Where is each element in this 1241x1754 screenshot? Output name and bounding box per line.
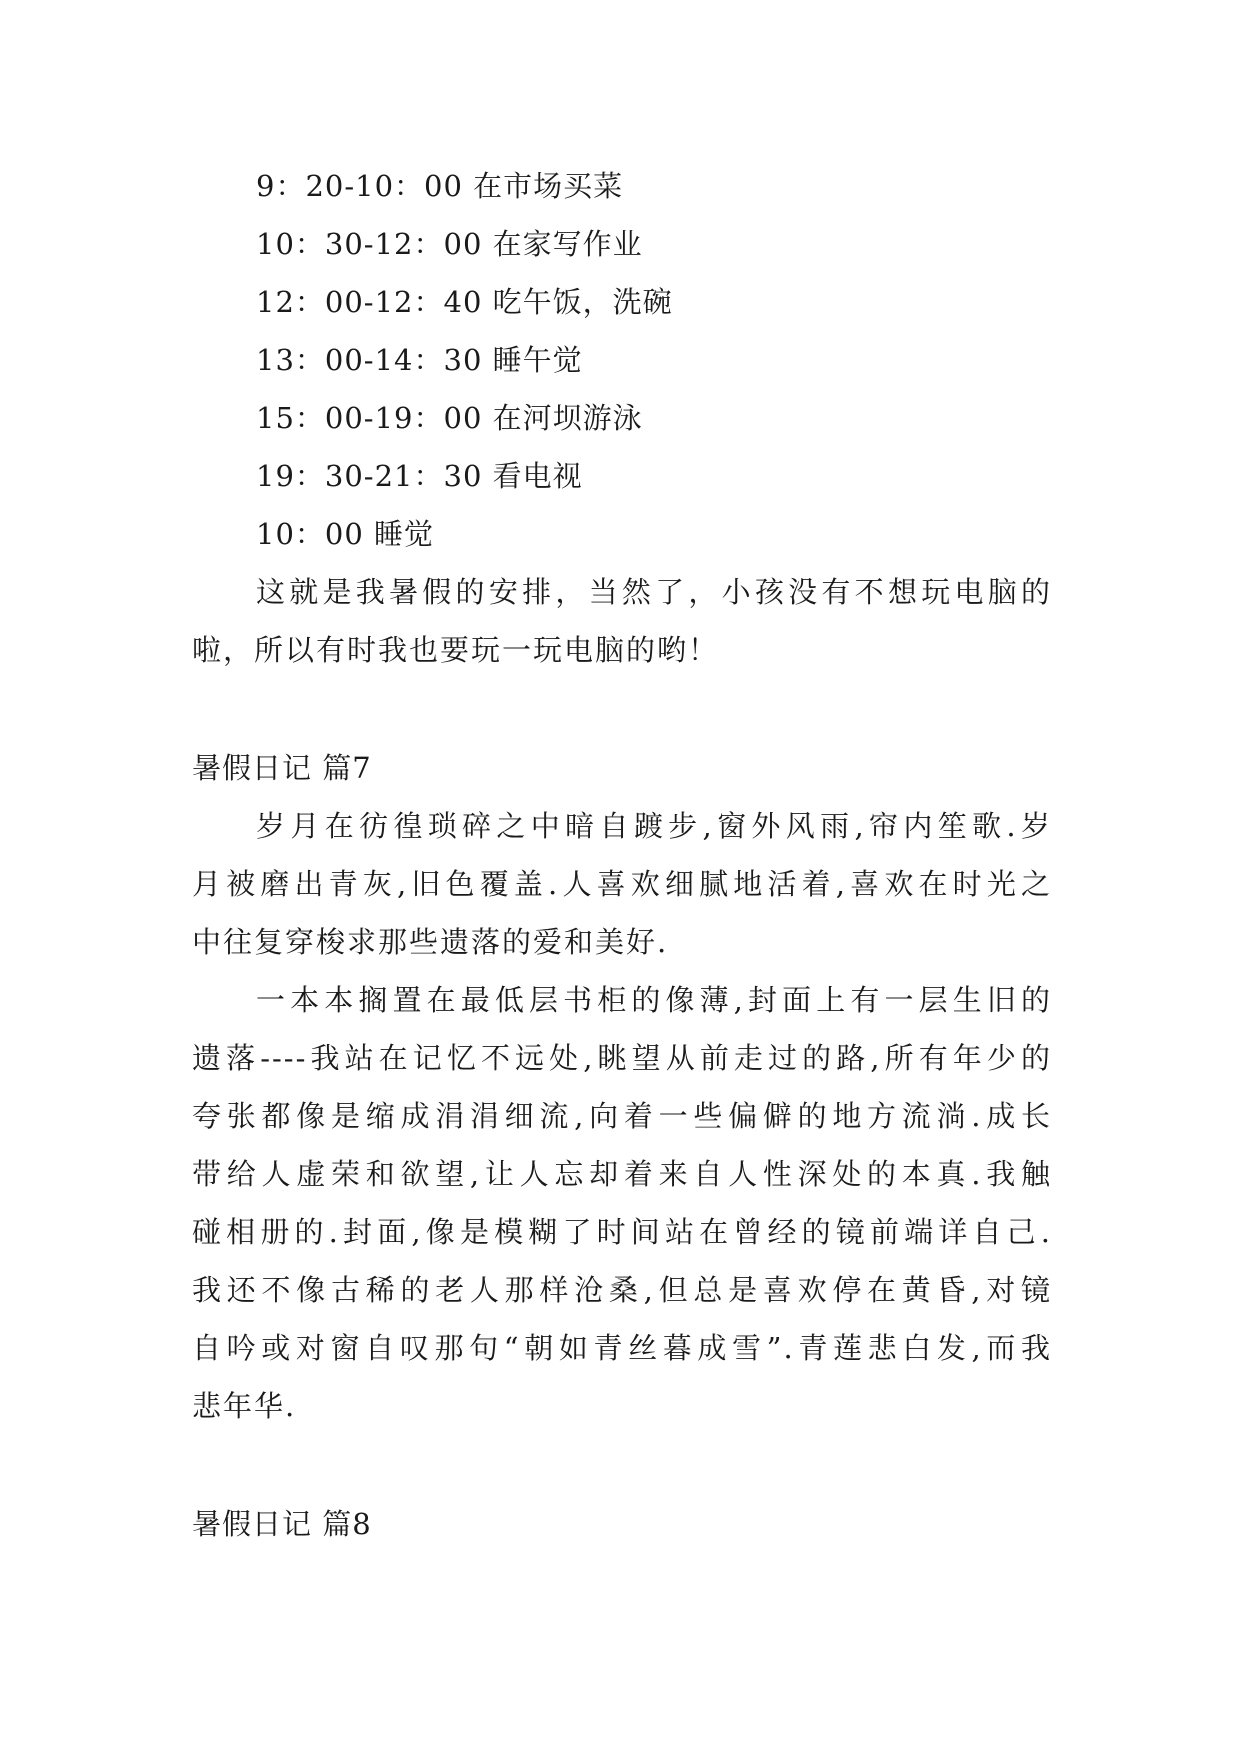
section-heading: 暑假日记 篇8 [192, 1507, 372, 1541]
paragraph-line: 遗落----我站在记忆不远处,眺望从前走过的路,所有年少的 [192, 1041, 1052, 1075]
schedule-item: 12：00-12：40 吃午饭，洗碗 [256, 285, 673, 319]
schedule-item: 10：30-12：00 在家写作业 [256, 227, 643, 261]
paragraph-line: 我还不像古稀的老人那样沧桑,但总是喜欢停在黄昏,对镜 [192, 1273, 1052, 1307]
schedule-item: 9：20-10：00 在市场买菜 [256, 169, 624, 203]
paragraph-line: 带给人虚荣和欲望,让人忘却着来自人性深处的本真.我触 [192, 1157, 1052, 1191]
paragraph-line: 碰相册的.封面,像是模糊了时间站在曾经的镜前端详自己. [192, 1215, 1052, 1249]
paragraph-line: 悲年华. [192, 1389, 297, 1423]
schedule-item: 15：00-19：00 在河坝游泳 [256, 401, 643, 435]
paragraph-line: 一本本搁置在最低层书柜的像薄,封面上有一层生旧的 [256, 983, 1052, 1017]
paragraph-line: 岁月在彷徨琐碎之中暗自踱步,窗外风雨,帘内笙歌.岁 [256, 809, 1052, 843]
section-heading: 暑假日记 篇7 [192, 751, 372, 785]
paragraph-line: 中往复穿梭求那些遗落的爱和美好. [192, 925, 669, 959]
closing-paragraph-line: 啦，所以有时我也要玩一玩电脑的哟！ [192, 633, 720, 667]
paragraph-line: 月被磨出青灰,旧色覆盖.人喜欢细腻地活着,喜欢在时光之 [192, 867, 1052, 901]
schedule-item: 19：30-21：30 看电视 [256, 459, 583, 493]
schedule-item: 13：00-14：30 睡午觉 [256, 343, 583, 377]
schedule-item: 10：00 睡觉 [256, 517, 435, 551]
paragraph-line: 自吟或对窗自叹那句“朝如青丝暮成雪”.青莲悲白发,而我 [192, 1331, 1052, 1365]
paragraph-line: 夸张都像是缩成涓涓细流,向着一些偏僻的地方流淌.成长 [192, 1099, 1052, 1133]
closing-paragraph-line: 这就是我暑假的安排，当然了，小孩没有不想玩电脑的 [256, 575, 1052, 609]
